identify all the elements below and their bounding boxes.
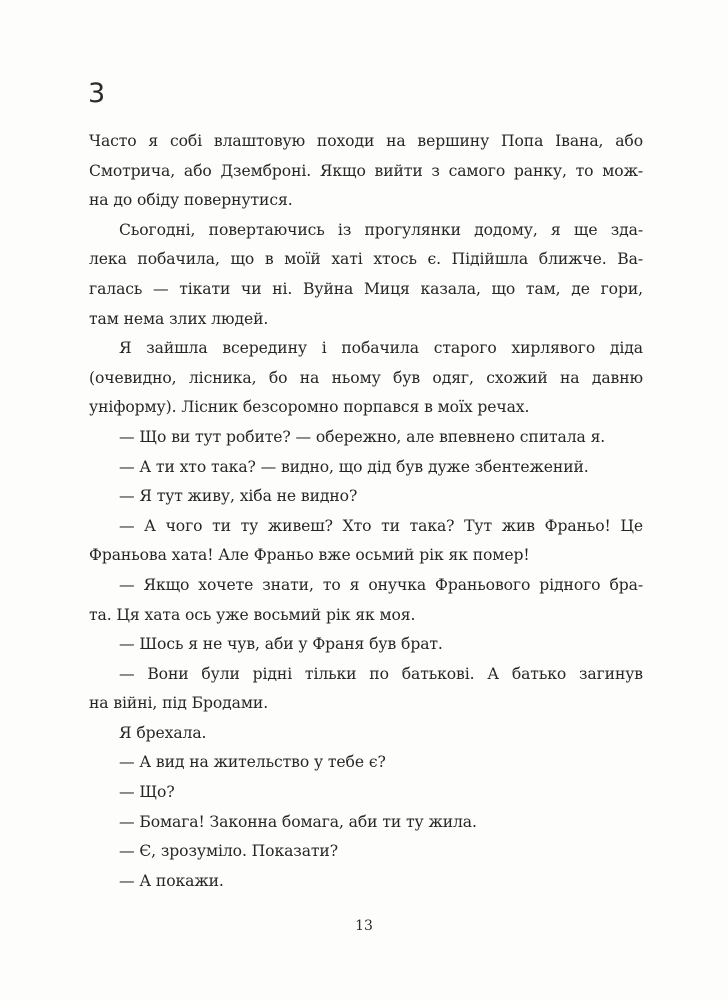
text-line: — Я тут живу, хіба не видно? xyxy=(119,487,358,506)
text-line: (очевидно, лісника, бо на ньому був одяг, схожий на давню xyxy=(89,368,643,387)
text-line: лека побачила, що в моїй хаті хтось є. Підійшла ближче. Ва- xyxy=(89,250,643,269)
text-line: — А ти хто така? — видно, що дід був дуже збентежений. xyxy=(119,457,589,476)
text-line: на до обіду повернутися. xyxy=(89,191,293,210)
text-line: — Якщо хочете знати, то я онучка Франьового рідного бра- xyxy=(119,575,643,594)
text-line: Я зайшла всередину і побачила старого хирлявого діда xyxy=(119,339,643,358)
text-line: — Бомага! Законна бомага, аби ти ту жила. xyxy=(119,812,477,831)
text-line: Сьогодні, повертаючись із прогулянки додому, я ще зда- xyxy=(119,220,643,239)
text-line: галась — тікати чи ні. Вуйна Миця казала, що там, де гори, xyxy=(89,279,643,298)
text-line: — А вид на жительство у тебе є? xyxy=(119,753,386,772)
text-line: — Вони були рідні тільки по батькові. А батько загинув xyxy=(119,664,643,683)
text-line: — Є, зрозуміло. Показати? xyxy=(119,842,338,861)
text-line: — Шось я не чув, аби у Франя був брат. xyxy=(119,635,443,654)
chapter-body-text xyxy=(89,127,643,896)
text-line: Смотрича, або Дземброні. Якщо вийти з самого ранку, то мож- xyxy=(89,161,643,180)
text-line: Часто я собі влаштовую походи на вершину Попа Івана, або xyxy=(89,132,643,150)
text-line: на війні, під Бродами. xyxy=(89,694,269,713)
text-line: там нема злих людей. xyxy=(89,309,269,328)
text-line: Франьова хата! Але Франьо вже осьмий рік як помер! xyxy=(89,546,530,565)
text-line: — А чого ти ту живеш? Хто ти така? Тут жив Франьо! Це xyxy=(119,516,643,535)
text-line: уніформу). Лісник безсоромно порпався в моїх речах. xyxy=(89,398,530,417)
text-line: — Що ви тут робите? — обережно, але впевнено спитала я. xyxy=(119,427,606,446)
text-line: та. Ця хата ось уже восьмий рік як моя. xyxy=(89,605,416,624)
text-line: — А покажи. xyxy=(119,871,224,890)
text-line: Я брехала. xyxy=(119,723,207,742)
chapter-number: 3 xyxy=(88,78,106,109)
page-number: 13 xyxy=(355,918,373,934)
text-line: — Що? xyxy=(119,783,175,802)
